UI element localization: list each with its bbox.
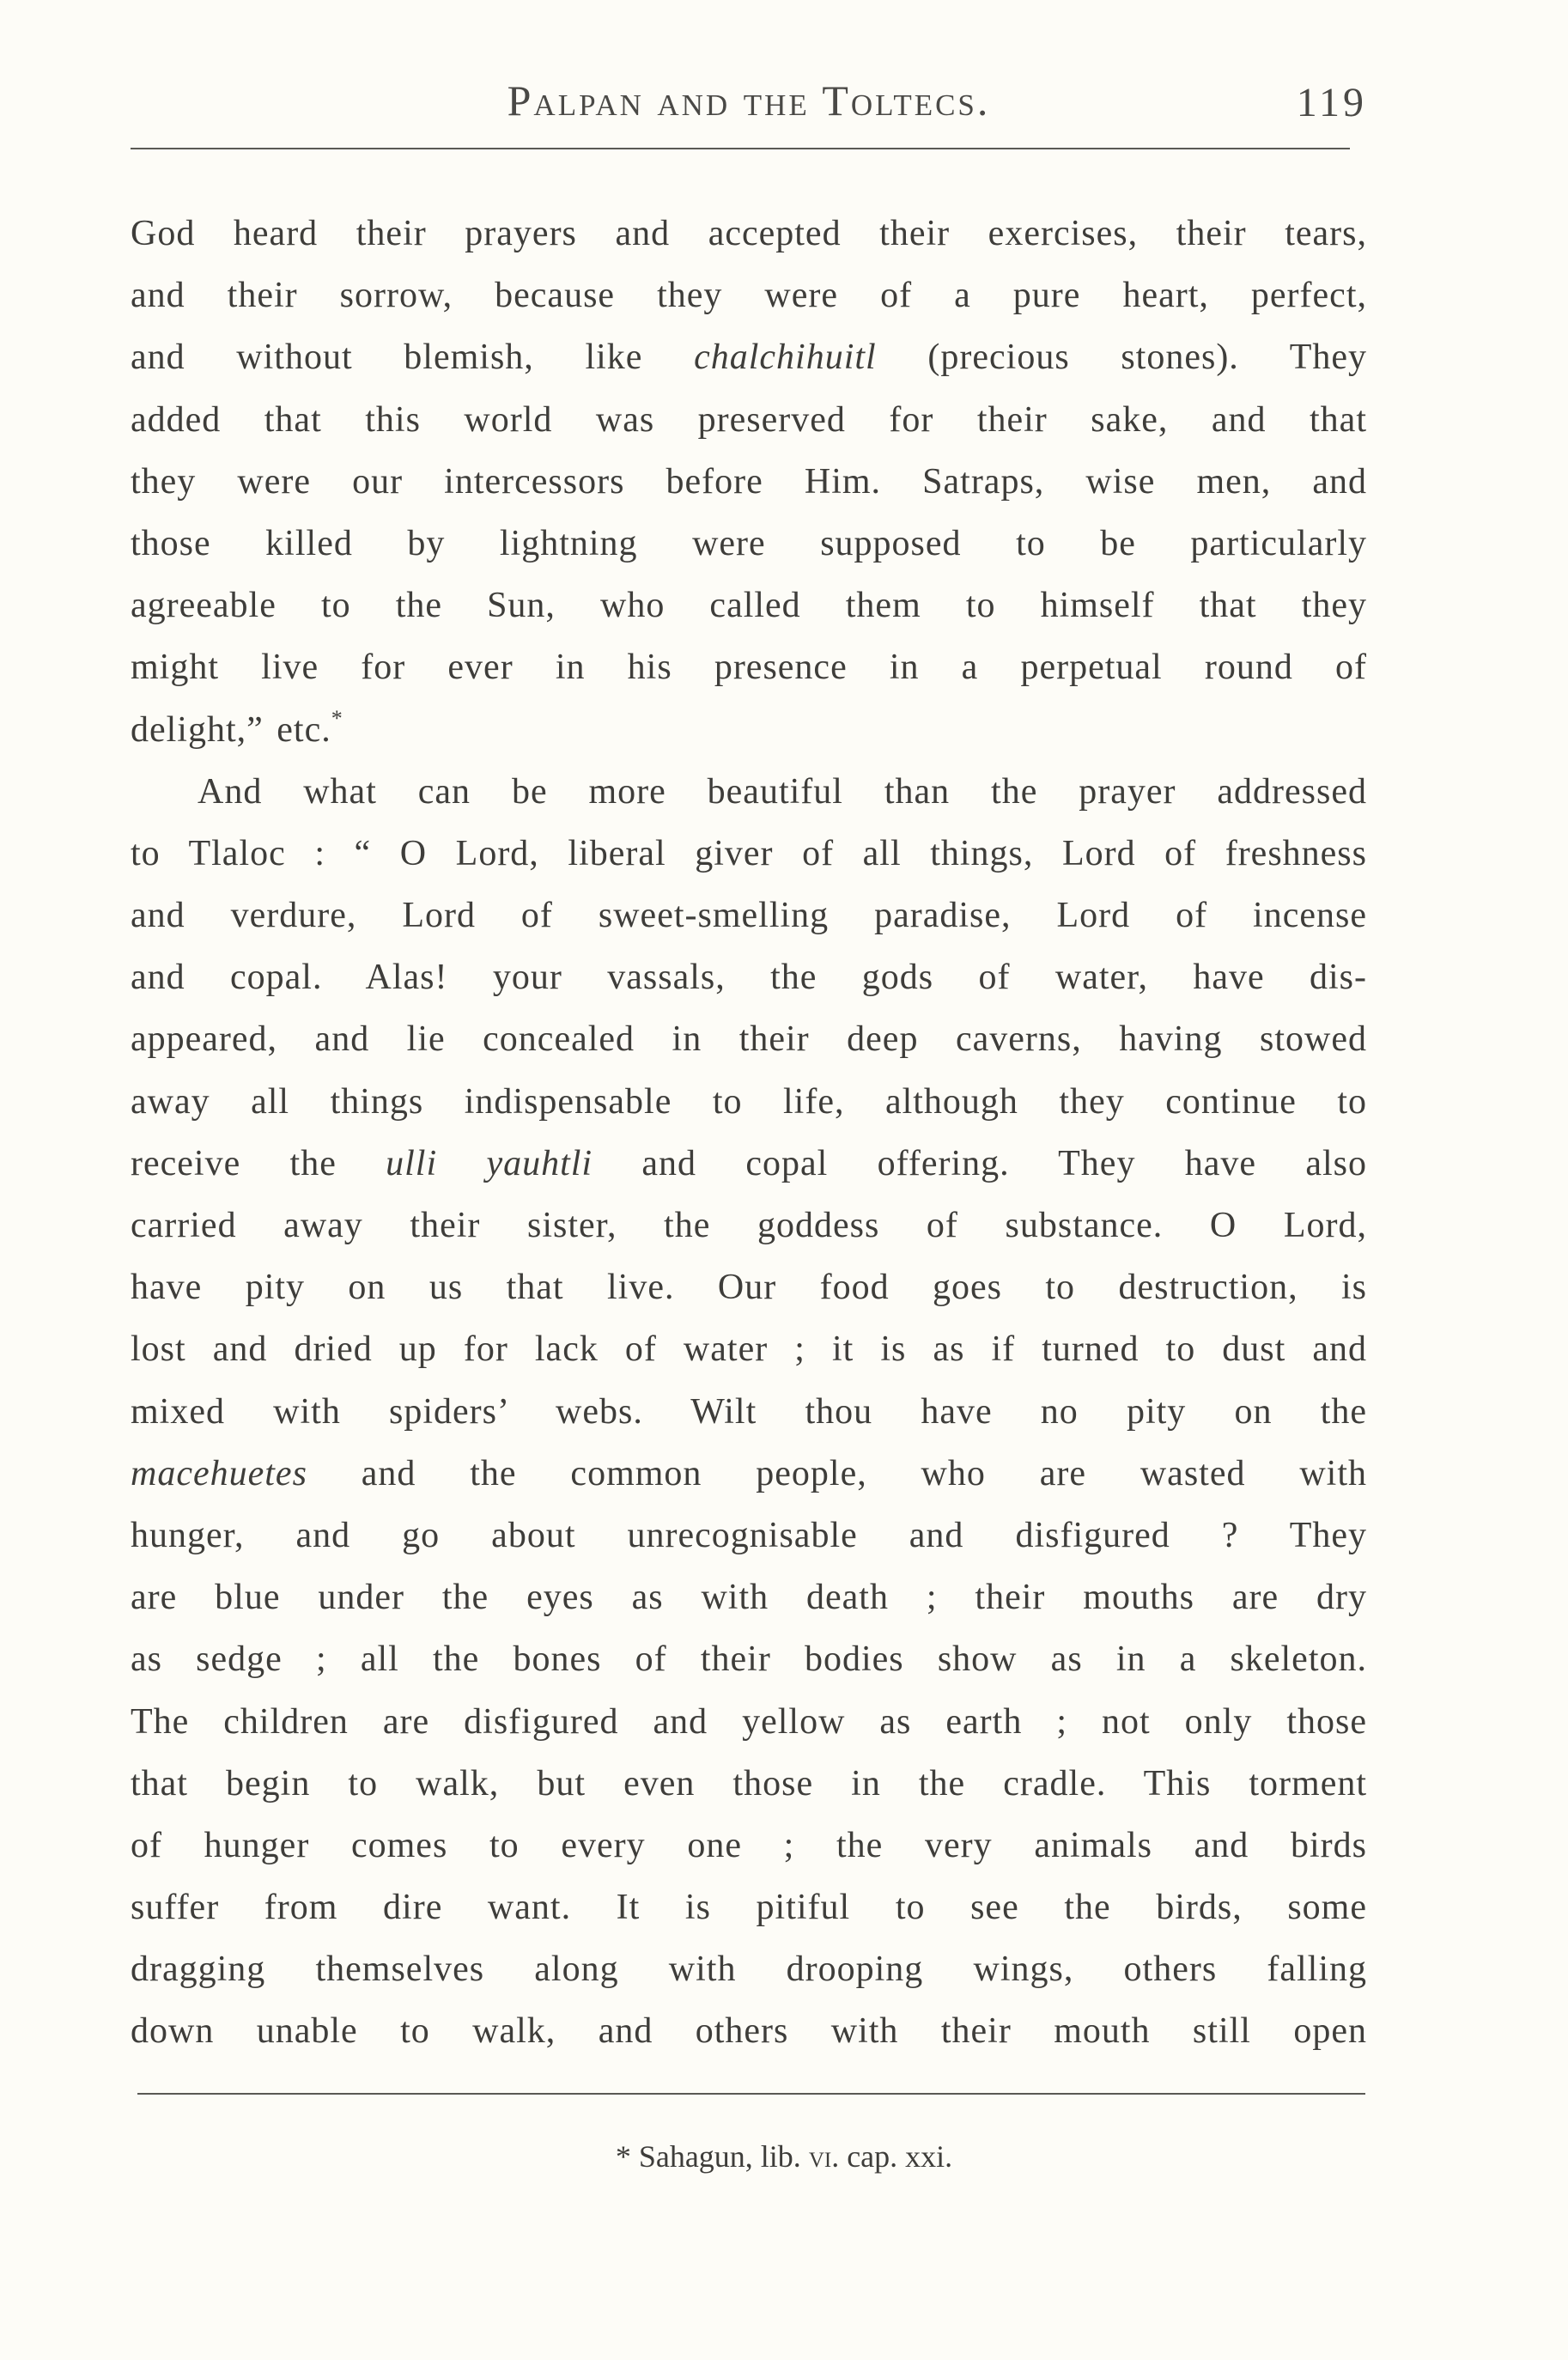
page-number: 119 xyxy=(1296,80,1367,125)
text-line: macehuetes and the common people, who are wasted with xyxy=(131,1453,1367,1493)
text-line: hunger, and go about unrecognisable and disfigured ? They xyxy=(131,1515,1367,1555)
text-line: And what can be more beautiful than the prayer addressed xyxy=(198,771,1367,812)
footnote-rule xyxy=(137,2093,1365,2095)
text-line: are blue under the eyes as with death ; their mouths are dry xyxy=(131,1578,1367,1618)
text-line: that begin to walk, but even those in the cradle. This torment xyxy=(131,1763,1367,1803)
italic-term: macehuetes xyxy=(131,1453,307,1493)
text-line: God heard their prayers and accepted their exercises, their tears, xyxy=(131,214,1367,253)
text-line: dragging themselves along with drooping wings, others falling xyxy=(131,1949,1367,1990)
text-line: appeared, and lie concealed in their deep caverns, having stowed xyxy=(131,1019,1367,1060)
text-line: and their sorrow, because they were of a pure heart, perfect, xyxy=(131,276,1367,316)
text-line: away all things indispensable to life, although they continue to xyxy=(131,1081,1367,1122)
text-line: and copal. Alas! your vassals, the gods of water, have dis- xyxy=(131,958,1367,998)
text-line: and without blemish, like chalchihuitl (precious stones). They xyxy=(131,338,1368,378)
text-line: they were our intercessors before Him. Satraps, wise men, and xyxy=(131,461,1367,502)
text-line: as sedge ; all the bones of their bodies show as in a skeleton. xyxy=(131,1639,1367,1680)
text-line: of hunger comes to every one ; the very animals and birds xyxy=(131,1825,1367,1865)
footnote-marker: * xyxy=(615,2139,631,2174)
text-line: have pity on us that live. Our food goes to destruction, is xyxy=(131,1268,1367,1308)
text-line: lost and dried up for lack of water ; it is as if turned to dust and xyxy=(131,1329,1367,1370)
text-line: those killed by lightning were supposed to be particularly xyxy=(131,523,1367,563)
text-line: and verdure, Lord of sweet-smelling paradise, Lord of incense xyxy=(131,896,1367,936)
text-line: added that this world was preserved for their sake, and that xyxy=(131,399,1367,440)
text-line: receive the ulli yauhtli and copal offering. They have also xyxy=(131,1143,1367,1183)
running-head xyxy=(131,67,1367,136)
italic-term: ulli yauhtli xyxy=(386,1143,593,1183)
text-line: to Tlaloc : “ O Lord, liberal giver of all things, Lord of freshness xyxy=(131,833,1367,873)
italic-term: chalchihuitl xyxy=(694,338,877,378)
text-line: carried away their sister, the goddess of substance. O Lord, xyxy=(131,1206,1367,1245)
text-line: mixed with spiders’ webs. Wilt thou have no pity on the xyxy=(131,1391,1367,1432)
text-line: The children are disfigured and yellow as earth ; not only those xyxy=(131,1701,1367,1742)
text-line: might live for ever in his presence in a perpetual round of xyxy=(131,648,1367,688)
footnote: * Sahagun, lib. vi. cap. xxi. xyxy=(615,2139,953,2174)
running-title: Palpan and the Toltecs. xyxy=(507,76,991,125)
text-line: agreeable to the Sun, who called them to himself that they xyxy=(131,586,1367,626)
text-line: down unable to walk, and others with their mouth still open xyxy=(131,2011,1367,2052)
body-text xyxy=(131,203,1367,2063)
text-line: delight,” etc.* xyxy=(131,705,343,750)
text-line: suffer from dire want. It is pitiful to see the birds, some xyxy=(131,1888,1367,1928)
header-rule xyxy=(131,148,1350,149)
footnote-reference: * xyxy=(331,705,343,731)
